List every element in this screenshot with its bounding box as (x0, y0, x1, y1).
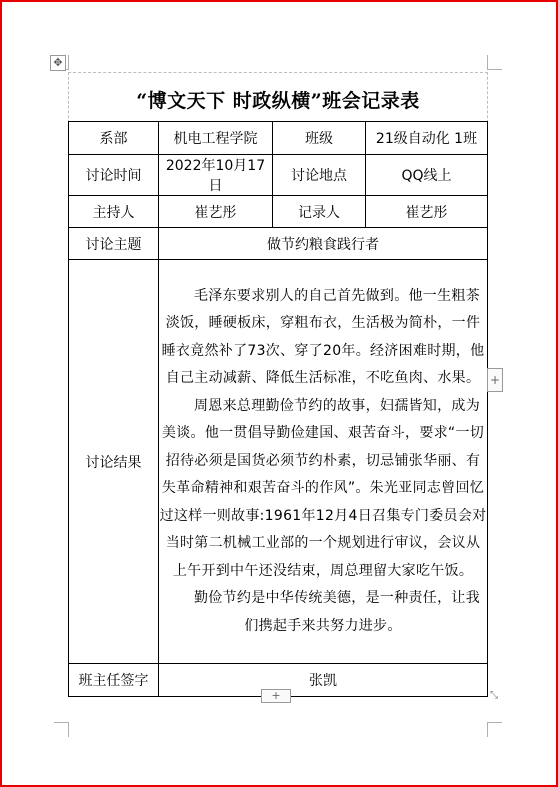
document-title: “博文天下 时政纵横”班会记录表 (136, 90, 420, 112)
class-label: 班级 (273, 122, 366, 155)
add-column-plus-icon[interactable]: + (487, 368, 503, 392)
table-row (69, 228, 488, 260)
recorder-label: 记录人 (273, 196, 366, 228)
class-value[interactable]: 21级自动化 1班 (366, 122, 488, 155)
add-row-plus-icon[interactable]: + (261, 689, 291, 703)
table-resize-icon[interactable]: ⤡ (490, 690, 498, 701)
host-value[interactable]: 崔艺彤 (159, 196, 273, 228)
time-label: 讨论时间 (69, 155, 159, 196)
topic-label: 讨论主题 (69, 228, 159, 260)
table-row (69, 122, 488, 155)
time-value[interactable]: 2022年10月17日 (159, 155, 273, 196)
page-corner-bottom-right (487, 722, 502, 737)
table-move-handle-icon[interactable]: ✥ (50, 55, 66, 71)
result-paragraph-2: 周恩来总理勤俭节约的故事，妇孺皆知，成为美谈。他一贯倡导勤俭建国、艰苦奋斗，要求“一切招待必须是国货必须节约朴素，切忌铺张华丽、有失革命精神和艰苦奋斗的作风”。朱光亚同志曾回忆过这样一则故事:1961年12月4日召集专门委员会对当时第二机械工业部的一个规划进行审议，会议从上午开到中午还没结束，周总理留大家吃午饭。 (159, 397, 487, 579)
table-row (69, 155, 488, 196)
result-paragraph-1: 毛泽东要求别人的自己首先做到。他一生粗茶淡饭，睡硬板床，穿粗布衣，生活极为简朴，一件睡衣竟然补了73次、穿了20年。经济困难时期，他自己主动减薪、降低生活标准，不吃鱼肉、水果。 (161, 287, 485, 387)
place-value[interactable]: QQ线上 (366, 155, 488, 196)
dept-value[interactable]: 机电工程学院 (159, 122, 273, 155)
table-row (69, 196, 488, 228)
record-table (68, 121, 488, 697)
recorder-value[interactable]: 崔艺彤 (366, 196, 488, 228)
sign-label: 班主任签字 (69, 664, 159, 697)
page-corner-top-right (487, 55, 502, 70)
result-paragraph-3: 勤俭节约是中华传统美德，是一种责任，让我们携起手来共努力进步。 (194, 590, 480, 634)
place-label: 讨论地点 (273, 155, 366, 196)
result-content[interactable] (159, 260, 488, 664)
topic-value[interactable]: 做节约粮食践行者 (159, 228, 488, 260)
result-label: 讨论结果 (69, 260, 159, 664)
sign-value[interactable]: 张凯 (159, 664, 488, 697)
page-corner-bottom-left (54, 722, 69, 737)
dept-label: 系部 (69, 122, 159, 155)
table-row (69, 260, 488, 664)
host-label: 主持人 (69, 196, 159, 228)
